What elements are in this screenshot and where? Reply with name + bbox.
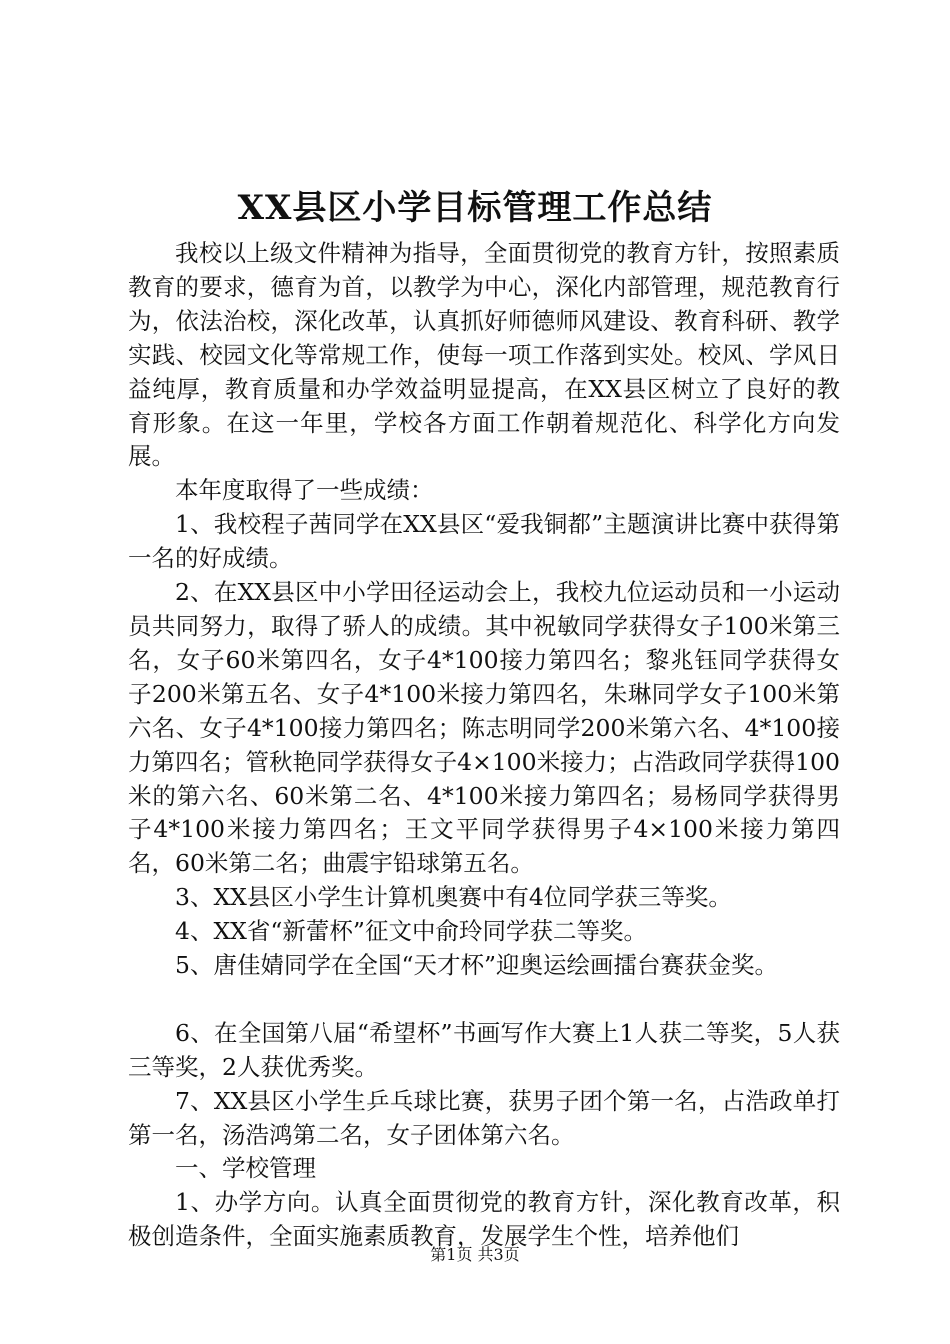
paragraph-item-2: 2、在XX县区中小学田径运动会上，我校九位运动员和一小运动员共同努力，取得了骄人的成绩。其中祝敏同学获得女子100米第三名，女子60米第四名，女子4*100接力第四名；黎兆钰同学获得女子200米第五名、女子4*100米接力第四名，朱琳同学女子100米第六名、女子4*100接力第四名；陈志明同学200米第六名、4*100接力第四名；管秋艳同学获得女子4×100米接力；占浩政同学获得100米的第六名、60米第二名、4*100米接力第四名；易杨同学获得男子4*100米接力第四名；王文平同学获得男子4×100米接力第四名，60米第二名；曲震宇铅球第五名。 [128,578,840,878]
paragraph-item-3: 3、XX县区小学生计算机奥赛中有4位同学获三等奖。 [175,883,732,912]
paragraph-school-direction: 1、办学方向。认真全面贯彻党的教育方针，深化教育改革，积极创造条件，全面实施素质教育，发展学生个性，培养他们 [128,1188,840,1251]
paragraph-achievements-heading: 本年度取得了一些成绩： [175,476,434,505]
paragraph-item-5: 5、唐佳婧同学在全国“天才杯”迎奥运绘画擂台赛获金奖。 [175,951,778,980]
paragraph-item-4: 4、XX省“新蕾杯”征文中俞玲同学获二等奖。 [175,917,647,946]
document-title: XX县区小学目标管理工作总结 [237,188,713,228]
section-heading-school-management: 一、学校管理 [175,1154,316,1183]
page-footer: 第1页 共3页 [430,1245,520,1264]
paragraph-intro: 我校以上级文件精神为指导，全面贯彻党的教育方针，按照素质教育的要求，德育为首，以教学为中心，深化内部管理，规范教育行为，依法治校，深化改革，认真抓好师德师风建设、教育科研、教学实践、校园文化等常规工作，使每一项工作落到实处。校风、学风日益纯厚，教育质量和办学效益明显提高，在XX县区树立了良好的教育形象。在这一年里，学校各方面工作朝着规范化、科学化方向发展。 [128,239,840,471]
paragraph-item-1: 1、我校程子茜同学在XX县区“爱我铜都”主题演讲比赛中获得第一名的好成绩。 [128,510,840,573]
paragraph-item-6: 6、在全国第八届“希望杯”书画写作大赛上1人获二等奖，5人获三等奖，2人获优秀奖。 [128,1018,840,1081]
document-body [128,237,840,1254]
paragraph-item-7: 7、XX县区小学生乒乓球比赛，获男子团个第一名，占浩政单打第一名，汤浩鸿第二名，女子团体第六名。 [128,1086,840,1149]
